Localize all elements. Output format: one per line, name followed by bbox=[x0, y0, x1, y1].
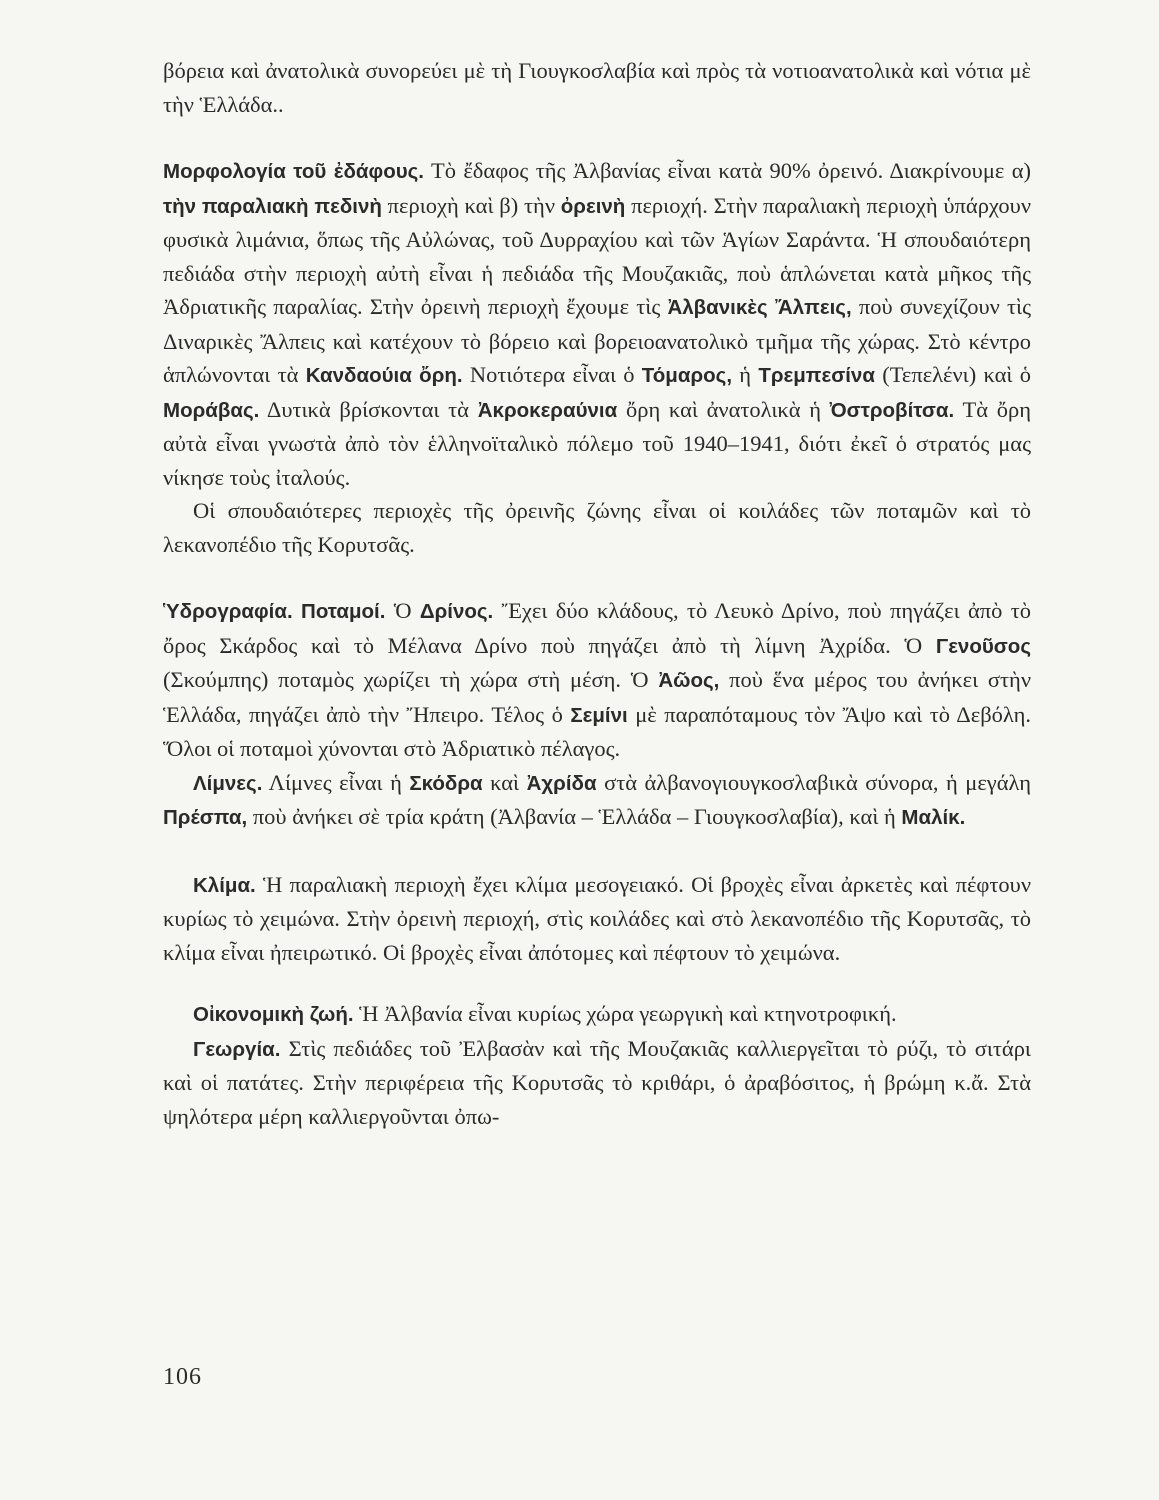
section-heading: Μορφολογία τοῦ ἐδάφους. bbox=[163, 160, 425, 183]
keyword: Δρίνος. bbox=[419, 600, 494, 623]
keyword: Τόμαρος, bbox=[641, 364, 733, 387]
keyword: Πρέσπα, bbox=[163, 806, 248, 829]
keyword: Ὀστροβίτσα. bbox=[829, 398, 955, 422]
keyword: ὀρεινὴ bbox=[560, 194, 626, 218]
paragraph-agriculture: Γεωργία. Στὶς πεδιάδες τοῦ Ἐλβασὰν καὶ τῆς Μουζακιᾶς καλλιεργεῖται τὸ ρύζι, τὸ σιτάρι καὶ οἱ πατάτες. Στὴν περιφέρεια τῆς Κορυτσᾶς τὸ κριθάρι, ὁ ἀραβόσιτος, ἡ βρώμη κ.ἄ. Στὰ ψηλότερα μέρη καλλιεργοῦνται ὀπω- bbox=[163, 1035, 1031, 1129]
keyword: Μαλίκ. bbox=[901, 806, 966, 829]
keyword: τὴν παραλιακὴ πεδινὴ bbox=[163, 194, 382, 218]
section-heading: Οἰκονομικὴ ζωή. bbox=[193, 1003, 354, 1026]
keyword: Σεμίνι bbox=[570, 703, 628, 727]
body-text bbox=[163, 54, 1031, 1133]
keyword: Κανδαούια ὄρη. bbox=[305, 364, 463, 387]
keyword: Σκόδρα bbox=[409, 771, 483, 795]
keyword: Γενοῦσος bbox=[935, 634, 1031, 658]
section-heading: Κλίμα. bbox=[193, 873, 256, 897]
paragraph-economy: Οἰκονομικὴ ζωή. Ἡ Ἀλβανία εἶναι κυρίως χώρα γεωργικὴ καὶ κτηνοτροφική. bbox=[193, 1001, 897, 1026]
keyword: Ἀκροκεραύνια bbox=[477, 398, 618, 422]
section-heading: Ὑδρογραφία. Ποταμοί. bbox=[163, 600, 386, 623]
keyword: Ἀχρίδα bbox=[526, 771, 597, 795]
keyword: Ἀῶος, bbox=[658, 669, 720, 692]
paragraph-morphology: Μορφολογία τοῦ ἐδάφους. Τὸ ἔδαφος τῆς Ἀλβανίας εἶναι κατὰ 90% ὀρεινό. Διακρίνουμε α) τὴν παραλιακὴ πεδινὴ περιοχὴ καὶ β) τὴν ὀρεινὴ περιοχή. Στὴν παραλιακὴ περιοχὴ ὑπάρχουν φυσικὰ λιμάνια, ὅπως τῆς Αὐλώνας, τοῦ Δυρραχίου καὶ τῶν Ἁγίων Σαράντα. Ἡ σπουδαιότερη πεδιάδα στὴν περιοχὴ αὐτὴ εἶναι ἡ πεδιάδα τῆς Μουζακιᾶς, ποὺ ἁπλώνεται κατὰ μῆκος τῆς Ἀδριατικῆς παραλίας. Στὴν ὀρεινὴ περιοχὴ ἔχουμε τὶς Ἀλβανικὲς Ἄλπεις, ποὺ συνεχίζουν τὶς Διναρικὲς Ἄλπεις καὶ κατέχουν τὸ βόρειο καὶ βορειοανατολικὸ τμῆμα τῆς χώρας. Στὸ κέντρο ἁπλώνονται τὰ Κανδαούια ὄρη. Νοτιότερα εἶναι ὁ Τόμαρος, ἡ Τρεμπεσίνα (Τεπελένι) καὶ ὁ Μοράβας. Δυτικὰ βρίσκονται τὰ Ἀκροκεραύνια ὄρη καὶ ἀνατολικὰ ἡ Ὀστροβίτσα. Τὰ ὄρη αὐτὰ εἶναι γνωστὰ ἀπὸ τὸν ἑλληνοϊταλικὸ πόλεμο τοῦ 1940–1941, διότι ἐκεῖ ὁ στρατός μας νίκησε τοὺς ἰταλούς. bbox=[163, 158, 1032, 490]
section-heading: Λίμνες. bbox=[193, 771, 263, 795]
keyword: Τρεμπεσίνα bbox=[758, 364, 875, 387]
keyword: Ἀλβανικὲς Ἄλπεις, bbox=[667, 296, 852, 319]
paragraph-borders: βόρεια καὶ ἀνατολικὰ συνορεύει μὲ τὴ Γιουγκοσλαβία καὶ πρὸς τὰ νοτιοανατολικὰ καὶ νότια μὲ τὴν Ἑλλάδα.. bbox=[163, 58, 1031, 117]
keyword: Μοράβας. bbox=[163, 398, 260, 422]
paragraph-lakes: Λίμνες. Λίμνες εἶναι ἡ Σκόδρα καὶ Ἀχρίδα στὰ ἀλβανογιουγκοσλαβικὰ σύνορα, ἡ μεγάλη Πρέσπα, ποὺ ἀνήκει σὲ τρία κράτη (Ἀλβανία – Ἑλλάδα – Γιουγκοσλαβία), καὶ ἡ Μαλίκ. bbox=[163, 769, 1031, 829]
section-heading: Γεωργία. bbox=[193, 1037, 281, 1061]
page-number: 106 bbox=[163, 1364, 202, 1390]
paragraph-hydrography: Ὑδρογραφία. Ποταμοί. Ὁ Δρίνος. Ἔχει δύο κλάδους, τὸ Λευκὸ Δρίνο, ποὺ πηγάζει ἀπὸ τὸ ὄρος Σκάρδος καὶ τὸ Μέλανα Δρίνο ποὺ πηγάζει ἀπὸ τὴ λίμνη Ἀχρίδα. Ὁ Γενοῦσος (Σκούμπης) ποταμὸς χωρίζει τὴ χώρα στὴ μέση. Ὁ Ἀῶος, ποὺ ἕνα μέρος του ἀνήκει στὴν Ἑλλάδα, πηγάζει ἀπὸ τὴν Ἤπειρο. Τέλος ὁ Σεμίνι μὲ παραπόταμους τὸν Ἄψο καὶ τὸ Δεβόλη. Ὅλοι οἱ ποταμοὶ χύνονται στὸ Ἀδριατικὸ πέλαγος. bbox=[163, 598, 1031, 761]
paragraph-mountain-zone: Οἱ σπουδαιότερες περιοχὲς τῆς ὀρεινῆς ζώνης εἶναι οἱ κοιλάδες τῶν ποταμῶν καὶ τὸ λεκανοπέδιο τῆς Κορυτσᾶς. bbox=[163, 498, 1031, 557]
paragraph-climate: Κλίμα. Ἡ παραλιακὴ περιοχὴ ἔχει κλίμα μεσογειακό. Οἱ βροχὲς εἶναι ἀρκετὲς καὶ πέφτουν κυρίως τὸ χειμώνα. Στὴν ὀρεινὴ περιοχή, στὶς κοιλάδες καὶ στὸ λεκανοπέδιο τῆς Κορυτσᾶς, τὸ κλίμα εἶναι ἠπειρωτικό. Οἱ βροχὲς εἶναι ἀπότομες καὶ πέφτουν τὸ χειμώνα. bbox=[163, 871, 1031, 965]
